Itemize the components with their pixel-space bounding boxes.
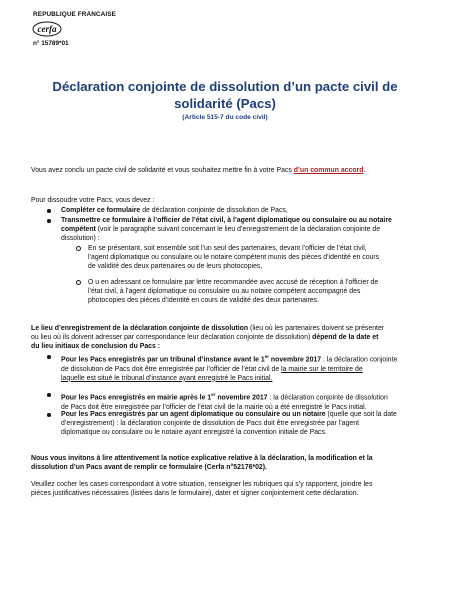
- title-line-2: solidarité (Pacs): [174, 96, 276, 111]
- transmit-line-1: Transmettre ce formulaire à l’officier de l’état civil, à l’agent diplomatique ou consulaire ou au notaire: [61, 217, 392, 224]
- place-line-3: du lieu initiaux de conclusion du Pacs :: [31, 343, 161, 351]
- mail-line-3: photocopies des pièces d’identité en cours de validité des deux partenaires.: [88, 297, 319, 305]
- present-line-2: l’agent diplomatique ou consulaire ou le notaire compétent munis des pièces d’identité en cours: [88, 254, 380, 262]
- sub-bullet-circle: [76, 280, 81, 285]
- cerfa-logo-text: cerfa: [37, 24, 57, 34]
- tribunal-bold-2: novembre 2017: [269, 356, 322, 364]
- intro-emphasis: d’un commun accord: [293, 167, 364, 174]
- closing-line-1: Veuillez cocher les cases correspondant à votre situation, renseigner les rubriques qui s’y rapportent, joindre les: [31, 481, 373, 488]
- bullet-dot: [47, 355, 51, 359]
- sub-bullet-present: [88, 244, 431, 272]
- place-rest: (lieu où les partenaires doivent se présenter: [248, 325, 385, 332]
- bullet-rest: de déclaration conjointe de dissolution de Pacs,: [140, 207, 288, 214]
- mail-line-2: l’état civil, à l’agent diplomatique ou consulaire ou au notaire compétent accompagné des: [88, 288, 361, 296]
- sub-bullet-mail: [88, 278, 431, 306]
- section2-lead: [31, 324, 431, 352]
- sub-bullet-circle: [76, 246, 81, 251]
- place-bold: Le lieu d’enregistrement de la déclaration conjointe de dissolution: [31, 325, 249, 332]
- bullet-bold: Compléter ce formulaire: [61, 207, 141, 214]
- tribunal-line-2: de dissolution de Pacs doit être enregistrée par l’officier de l’état civil de: [61, 365, 282, 373]
- closing-paragraph: [31, 480, 431, 498]
- section1-bullet-transmit: [61, 216, 431, 244]
- section1-lead: Pour dissoudre votre Pacs, vous devez :: [31, 197, 155, 204]
- closing-line-2: pièces justificatives nécessaires (listées dans le formulaire), dater et signer conjointement cette déclaration.: [31, 490, 359, 498]
- cerfa-logo: [32, 21, 62, 37]
- notaire-rest: (quelle que soit la date: [325, 411, 397, 418]
- transmit-bold: compétent: [61, 226, 96, 234]
- republic-label: REPUBLIQUE FRANCAISE: [33, 11, 116, 18]
- bullet-dot: [47, 413, 51, 417]
- tribunal-line-2-underlined: la mairie sur le territoire de: [281, 365, 363, 373]
- intro-end: .: [363, 167, 366, 174]
- mairie-bold-2: novembre 2017: [215, 394, 268, 402]
- present-line-3: de validité des deux partenaires ou de leurs photocopies,: [88, 263, 263, 271]
- intro-paragraph: [31, 166, 431, 175]
- form-number: n° 15789*01: [33, 40, 69, 47]
- bullet-dot: [47, 219, 51, 223]
- transmit-rest: (voir le paragraphe suivant concernant le lieu d’enregistrement de la déclaration conjointe de: [95, 226, 381, 234]
- bullet-dot: [47, 393, 51, 397]
- mairie-bold: Pour les Pacs enregistrés en mairie après le 1: [61, 394, 212, 402]
- notaire-bold: Pour les Pacs enregistrés par un agent diplomatique ou consulaire ou un notaire: [61, 411, 326, 418]
- section2-bullet-tribunal: [61, 352, 431, 383]
- bullet-dot: [47, 209, 51, 213]
- notaire-line-3: diplomatique ou consulaire ou le notaire ayant enregistré la convention initiale de Pacs.: [61, 429, 327, 437]
- place-line-2-bold: dépend de la date et: [312, 334, 379, 342]
- place-line-2: ou lieu où ils doivent adresser par correspondance leur déclaration conjointe de dissolution): [31, 334, 313, 342]
- transmit-line-3: dissolution) :: [61, 235, 100, 243]
- section1-bullet-complete: [61, 206, 431, 215]
- present-line-1: En se présentant, soit ensemble soit l’un seul des partenaires, devant l’officier de l’état civil,: [88, 245, 367, 252]
- title-line-1: Déclaration conjointe de dissolution d’un pacte civil de: [52, 79, 398, 94]
- page-title: [40, 78, 410, 112]
- mairie-line-2: de Pacs doit être enregistrée par l’officier de l’état civil de la mairie où a été enregistré le Pacs initial.: [61, 403, 367, 411]
- tribunal-line-3: laquelle est situé le tribunal d’instance ayant enregistré le Pacs initial.: [61, 374, 273, 382]
- mairie-rest: : la déclaration conjointe de dissolution: [267, 394, 388, 402]
- mairie-sup: er: [211, 392, 216, 397]
- intro-text: Vous avez conclu un pacte civil de solidarité et vous souhaitez mettre fin à votre Pacs: [31, 167, 294, 174]
- section2-bullet-notaire: [61, 410, 431, 438]
- notice-line-2: dissolution d’un Pacs avant de remplir ce formulaire (Cerfa n°52176*02).: [31, 464, 267, 472]
- tribunal-sup: er: [264, 354, 269, 359]
- notaire-line-2: d’enregistrement) : la déclaration conjointe de dissolution de Pacs doit être enregistrée par l’agent: [61, 420, 360, 428]
- mail-line-1: O u en adressant ce formulaire par lettre recommandée avec accusé de réception à l’officier de: [88, 279, 379, 286]
- tribunal-rest: : la déclaration conjointe: [321, 356, 398, 364]
- tribunal-bold: Pour les Pacs enregistrés par un tribunal d’instance avant le 1: [61, 356, 265, 364]
- notice-line-1: Nous vous invitons à lire attentivement la notice explicative relative à la déclaration, la modification et la: [31, 455, 373, 462]
- notice-paragraph: [31, 454, 431, 472]
- section2-bullet-mairie: [61, 390, 431, 412]
- article-reference: (Article 515-7 du code civil): [182, 114, 268, 121]
